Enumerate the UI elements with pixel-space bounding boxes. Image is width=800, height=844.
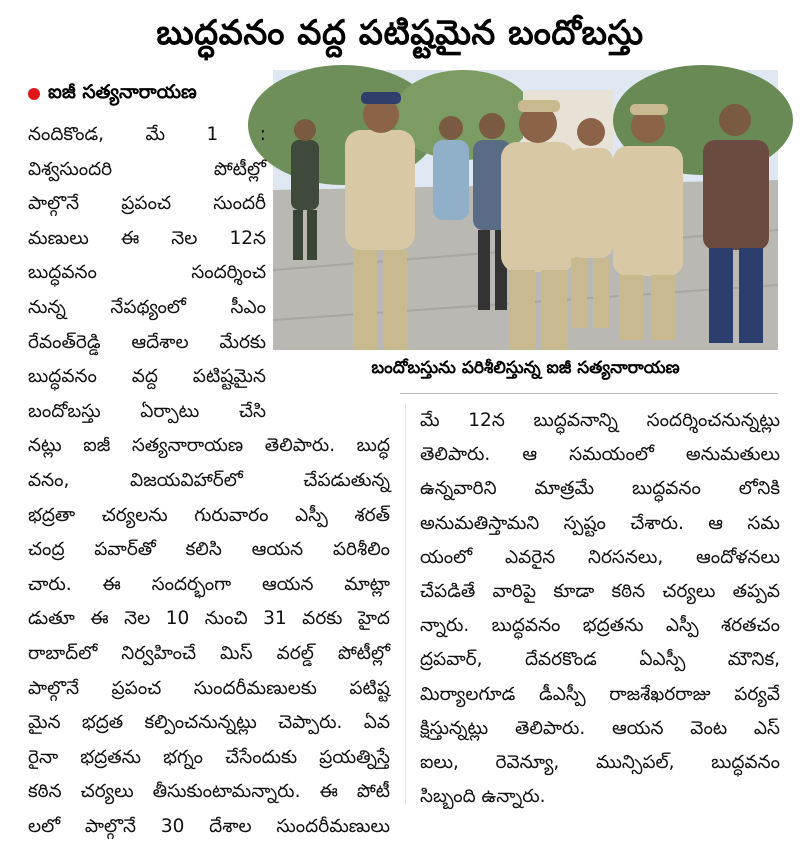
article-line: పాల్గొనే ప్రపంచ సుందరీమణులకు పటిష్ట: [28, 677, 390, 699]
article-line: అనుమతిస్తామని స్పష్టం చేశారు. ఆ సమ: [420, 512, 780, 534]
article-line: లలో పాల్గొనే 30 దేశాల సుందరీమణులు: [28, 815, 390, 837]
article-line: చారు. ఈ సందర్భంగా ఆయన మాట్లా: [28, 573, 390, 595]
article-line: విశ్వసుందరి పోటీల్లో: [28, 158, 266, 180]
article-line: నందికొండ, మే 1 :: [28, 124, 266, 145]
article-line: బందోబస్తు ఏర్పాటు చేసి: [28, 400, 266, 422]
article-line: సిబ్బంది ఉన్నారు.: [420, 786, 546, 808]
article-line: బుద్ధవనం వద్ద పటిష్టమైన: [28, 366, 266, 388]
article-line: రాబాద్‌లో నిర్వహించే మిస్ వరల్డ్ పోటీల్లో: [28, 642, 390, 664]
article-line: ఐలు, రెవెన్యూ, మున్సిపల్, బుద్ధవనం: [420, 752, 780, 774]
article-line: మణులు ఈ నెల 12న: [28, 227, 266, 249]
caption-divider: [400, 393, 778, 394]
bullet-dot-icon: [28, 88, 40, 100]
article-line: రైనా భద్రతను భగ్నం చేసేందుకు ప్రయత్నిస్తే: [28, 746, 390, 768]
article-line: క్షిస్తున్నట్లు తెలిపారు. ఆయన వెంట ఎస్: [420, 717, 780, 739]
byline: [28, 80, 197, 108]
article-line: బుద్ధవనం సందర్శించ: [28, 262, 266, 284]
article-line: పాల్గొనే ప్రపంచ సుందరీ: [28, 193, 266, 215]
article-line: తెలిపారు. ఆ సమయంలో అనుమతులు: [420, 444, 780, 466]
article-line: ద్రపవార్, దేవరకొండ ఏఎస్పీ మౌనిక,: [420, 649, 780, 671]
article-right-column: [420, 404, 780, 814]
article-line: చంద్ర పవార్‌తో కలిసి ఆయన పరిశీలిం: [28, 539, 390, 561]
article-line: ఉన్నవారిని మాత్రమే బుద్ధవనం లోనికి: [420, 478, 780, 500]
photo-caption: బందోబస్తును పరిశీలిస్తున్న ఐజీ సత్యనారాయణ: [371, 358, 680, 378]
article-line: రేవంత్‌రెడ్డి ఆదేశాల మేరకు: [28, 331, 266, 353]
article-line: డుతూ ఈ నెల 10 నుంచి 31 వరకు హైద: [28, 608, 390, 630]
article-line: మే 12న బుద్ధవనాన్ని సందర్శించనున్నట్లు: [420, 410, 780, 431]
article-line: భద్రతా చర్యలను గురువారం ఎస్పీ శరత్: [28, 504, 390, 526]
article-line: యంలో ఎవరైన నిరసనలు, ఆందోళనలు: [420, 546, 780, 568]
article-left-column: [28, 118, 390, 844]
article-line: చేపడితే వారిపై కూడా కఠిన చర్యలు తప్పవ: [420, 581, 780, 603]
article-line: వనం, విజయవిహార్‌లో చేపడుతున్న: [28, 469, 390, 491]
article-line: న్నారు. బుద్ధవనం భద్రతను ఎస్పీ శరతచం: [420, 615, 780, 637]
headline: బుద్ధవనం వద్ద పటిష్టమైన బందోబస్తు: [156, 13, 644, 53]
byline-text: ఐజీ సత్యనారాయణ: [48, 80, 197, 103]
article-line: కఠిన చర్యలు తీసుకుంటామన్నారు. ఈ పోటీ: [28, 781, 390, 803]
article-line: మైన భద్రత కల్పించనున్నట్లు చెప్పారు. ఏవ: [28, 712, 390, 734]
column-divider: [405, 404, 406, 804]
article-line: నున్న నేపథ్యంలో సీఎం: [28, 296, 266, 318]
article-line: నట్లు ఐజీ సత్యనారాయణ తెలిపారు. బుద్ధ: [28, 435, 390, 457]
article-line: మిర్యాలగూడ డీఎస్పీ రాజశేఖరరాజు పర్యవే: [420, 683, 780, 705]
